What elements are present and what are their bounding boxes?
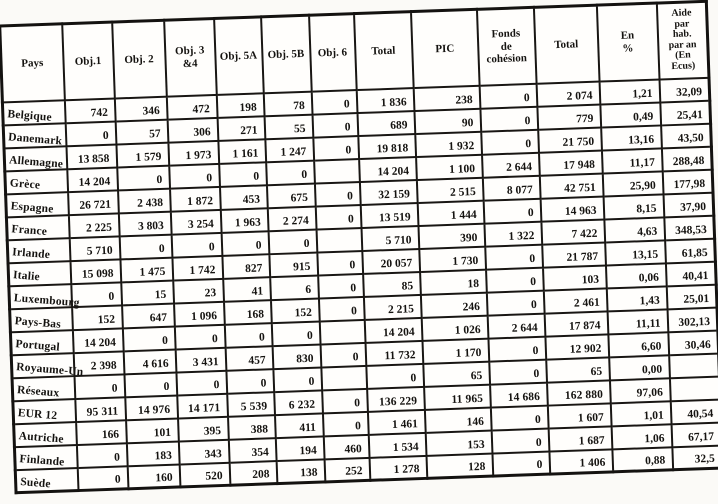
- cell-eur-12-obj5b: 6 232: [274, 390, 323, 415]
- cell-eur-12-total2: 162 880: [547, 380, 611, 405]
- cell-allemagne-obj6: 0: [313, 136, 359, 161]
- country-label: Suède: [19, 475, 52, 491]
- column-header-total2: Total: [533, 5, 599, 83]
- cell-portugal-obj34: 0: [174, 324, 225, 349]
- country-label: EUR 12: [17, 407, 58, 423]
- cell-royaume-un-obj5b: 830: [272, 344, 321, 369]
- cell-r-seaux-fonds: 0: [489, 359, 547, 384]
- cell-luxembourg-pays: [9, 284, 81, 310]
- cell-eur-12-fonds: 14 686: [490, 382, 548, 407]
- cell-finlande-pays: [14, 445, 77, 470]
- cell-gr-ce-pct: 11,17: [601, 148, 662, 173]
- cell-luxembourg-obj2: 15: [121, 280, 174, 305]
- cell-gr-ce-obj6: [314, 159, 360, 184]
- cell-royaume-un-obj1: 2 398: [73, 351, 124, 376]
- cell-espagne-pays: [6, 192, 69, 217]
- cell-italie-obj5b: 915: [269, 252, 318, 277]
- cell-irlande-total1: 5 710: [361, 226, 419, 251]
- country-label: Belgique: [6, 108, 53, 124]
- cell-belgique-obj1: 742: [64, 98, 115, 123]
- cell-italie-pct: 13,15: [605, 240, 666, 265]
- cell-su-de-obj34: 520: [179, 462, 230, 487]
- cell-france-obj6: 0: [315, 205, 361, 230]
- cell-finlande-obj1: 0: [76, 443, 127, 468]
- cell-finlande-aide: 67,17: [671, 422, 718, 447]
- cell-belgique-pic: 238: [413, 85, 480, 110]
- cell-belgique-obj6: 0: [311, 90, 357, 115]
- column-header-total1: Total: [354, 12, 414, 90]
- cell-finlande-pct: 1,06: [611, 424, 672, 449]
- cell-luxembourg-total2: 103: [542, 265, 606, 290]
- cell-irlande-obj5a: 0: [221, 231, 269, 256]
- cell-r-seaux-obj5b: 0: [273, 367, 322, 392]
- cell-pays-bas-aide: 25,01: [666, 284, 717, 309]
- country-label: Grèce: [9, 177, 41, 192]
- column-header-obj5b: Obj. 5B: [261, 15, 312, 93]
- cell-su-de-total1: 1 278: [369, 455, 427, 480]
- cell-belgique-total2: 2 074: [536, 81, 600, 106]
- cell-pays-bas-total1: 2 215: [363, 294, 421, 319]
- cell-france-total2: 14 963: [540, 196, 604, 221]
- country-label: Réseaux: [16, 384, 60, 400]
- cell-royaume-un-aide: 30,46: [668, 330, 718, 355]
- cell-portugal-pic: 1 026: [421, 315, 488, 340]
- column-header-pic: PIC: [410, 9, 479, 87]
- cell-danemark-obj5b: 55: [264, 114, 313, 139]
- cell-finlande-total1: 1 534: [368, 432, 426, 457]
- cell-autriche-pct: 1,01: [610, 401, 671, 426]
- cell-italie-obj1: 15 098: [70, 259, 121, 284]
- cell-r-seaux-pays: [12, 376, 75, 401]
- cell-irlande-pct: 4,63: [604, 217, 665, 242]
- cell-irlande-pic: 390: [418, 223, 485, 248]
- cell-eur-12-total1: 136 229: [367, 386, 425, 411]
- cell-danemark-pct: 0,49: [600, 102, 661, 127]
- cell-allemagne-aide: 43,50: [661, 123, 712, 148]
- cell-italie-obj5a: 827: [222, 254, 270, 279]
- cell-finlande-fonds: 0: [491, 428, 549, 453]
- cell-belgique-obj2: 346: [114, 96, 167, 121]
- cell-luxembourg-pct: 0,06: [605, 263, 666, 288]
- cell-eur-12-obj34: 14 171: [177, 393, 228, 418]
- cell-r-seaux-total2: 65: [546, 357, 610, 382]
- cell-espagne-obj2: 2 438: [118, 188, 171, 213]
- cell-luxembourg-aide: 40,41: [665, 261, 716, 286]
- cell-allemagne-pct: 13,16: [601, 125, 662, 150]
- cell-luxembourg-obj34: 23: [173, 278, 224, 303]
- country-label: Finlande: [19, 453, 65, 469]
- cell-su-de-pct: 0,88: [612, 447, 673, 472]
- cell-allemagne-obj5a: 1 161: [218, 139, 266, 164]
- cell-belgique-obj5a: 198: [216, 93, 264, 118]
- column-header-pays: Pays: [0, 24, 64, 102]
- cell-autriche-aide: 40,54: [670, 399, 718, 424]
- cell-luxembourg-pic: 18: [420, 269, 487, 294]
- cell-allemagne-fonds: 0: [481, 129, 539, 154]
- column-header-obj2: Obj. 2: [112, 20, 167, 98]
- country-label: Autriche: [18, 430, 65, 446]
- cell-finlande-total2: 1 687: [548, 426, 612, 451]
- cell-danemark-obj1: 0: [65, 121, 116, 146]
- cell-allemagne-total1: 19 818: [358, 134, 416, 159]
- cell-allemagne-pic: 1 932: [415, 131, 482, 156]
- cell-pays-bas-obj6: 0: [318, 296, 364, 321]
- cell-r-seaux-obj5a: 0: [226, 369, 274, 394]
- cell-portugal-aide: 302,13: [667, 307, 718, 332]
- cell-allemagne-obj1: 13 858: [66, 144, 117, 169]
- cell-italie-total2: 21 787: [542, 242, 606, 267]
- country-label: Italie: [12, 269, 41, 284]
- cell-autriche-pic: 146: [424, 407, 491, 432]
- cell-danemark-obj2: 57: [115, 119, 168, 144]
- cell-royaume-un-obj34: 3 431: [175, 347, 226, 372]
- cell-autriche-obj2: 101: [126, 418, 179, 443]
- cell-eur-12-aide: [669, 376, 718, 401]
- cell-irlande-obj6: [316, 228, 362, 253]
- country-label: Luxembourg: [13, 292, 81, 310]
- cell-luxembourg-obj6: 0: [318, 273, 364, 298]
- cell-gr-ce-pays: [5, 169, 68, 194]
- cell-r-seaux-pct: 0,00: [609, 355, 670, 380]
- cell-espagne-obj5b: 675: [266, 183, 315, 208]
- cell-danemark-total1: 689: [357, 111, 415, 136]
- cell-finlande-obj34: 343: [178, 439, 229, 464]
- column-header-obj1: Obj.1: [62, 22, 115, 100]
- cell-portugal-pays: [10, 330, 73, 355]
- cell-r-seaux-obj1: 0: [74, 374, 125, 399]
- cell-autriche-total1: 1 461: [367, 409, 425, 434]
- cell-gr-ce-obj34: 0: [169, 163, 220, 188]
- cell-belgique-pays: [2, 100, 65, 125]
- cell-espagne-obj6: 0: [314, 182, 360, 207]
- cell-gr-ce-obj1: 14 204: [67, 167, 118, 192]
- cell-r-seaux-pic: 65: [423, 361, 490, 386]
- country-label: Royaume-Un: [15, 361, 84, 379]
- cell-pays-bas-pays: [10, 307, 73, 332]
- cell-espagne-obj34: 1 872: [170, 186, 221, 211]
- column-header-obj5a: Obj. 5A: [214, 17, 264, 95]
- cell-gr-ce-obj2: 0: [117, 165, 170, 190]
- cell-finlande-obj5a: 354: [228, 438, 276, 463]
- cell-portugal-obj2: 0: [122, 326, 175, 351]
- cell-eur-12-obj1: 95 311: [75, 397, 126, 422]
- cell-eur-12-pays: [13, 399, 76, 424]
- cell-portugal-fonds: 2 644: [487, 313, 545, 338]
- cell-gr-ce-total1: 14 204: [359, 157, 417, 182]
- cell-luxembourg-total1: 85: [363, 271, 421, 296]
- cell-royaume-un-fonds: 0: [488, 336, 546, 361]
- column-header-fonds: Fonds de cohésion: [476, 7, 536, 85]
- cell-italie-total1: 20 057: [362, 249, 420, 274]
- cell-gr-ce-pic: 1 100: [416, 154, 483, 179]
- cell-royaume-un-total1: 11 732: [365, 340, 423, 365]
- country-label: Allemagne: [8, 154, 64, 171]
- cell-france-aide: 37,90: [663, 192, 714, 217]
- cell-pays-bas-obj5a: 168: [223, 300, 271, 325]
- cell-su-de-fonds: 0: [492, 451, 550, 476]
- cell-finlande-pic: 153: [425, 430, 492, 455]
- cell-su-de-obj5b: 138: [276, 459, 325, 484]
- cell-autriche-obj5a: 388: [228, 415, 276, 440]
- cell-eur-12-pic: 11 965: [424, 384, 491, 409]
- cell-su-de-obj1: 0: [77, 466, 128, 491]
- cell-irlande-total2: 7 422: [541, 219, 605, 244]
- cell-irlande-obj34: 0: [171, 232, 222, 257]
- cell-pays-bas-obj1: 152: [72, 305, 123, 330]
- cell-france-pic: 1 444: [417, 200, 484, 225]
- cell-danemark-aide: 25,41: [660, 100, 711, 125]
- cell-royaume-un-total2: 12 902: [545, 334, 609, 359]
- cell-portugal-total1: 14 204: [364, 317, 422, 342]
- cell-italie-pic: 1 730: [419, 246, 486, 271]
- cell-su-de-obj6: 252: [324, 457, 370, 482]
- cell-autriche-pays: [14, 422, 77, 447]
- cell-eur-12-obj2: 14 976: [125, 395, 178, 420]
- cell-pays-bas-total2: 2 461: [543, 288, 607, 313]
- cell-irlande-pays: [7, 238, 70, 263]
- cell-danemark-obj5a: 271: [217, 116, 265, 141]
- cell-espagne-obj5a: 453: [219, 185, 267, 210]
- cell-france-total1: 13 519: [360, 203, 418, 228]
- cell-r-seaux-obj2: 0: [124, 372, 177, 397]
- cell-allemagne-obj5b: 1 247: [265, 137, 314, 162]
- cell-portugal-obj5a: 0: [224, 323, 272, 348]
- cell-france-pct: 8,15: [603, 194, 664, 219]
- cell-belgique-pct: 1,21: [599, 79, 660, 104]
- cell-allemagne-obj2: 1 579: [116, 142, 169, 167]
- cell-italie-fonds: 0: [485, 244, 543, 269]
- cell-r-seaux-obj34: 0: [176, 370, 227, 395]
- cell-espagne-pic: 2 515: [416, 177, 483, 202]
- table-body: [2, 77, 718, 492]
- cell-danemark-pic: 90: [414, 108, 481, 133]
- cell-su-de-pays: [15, 468, 78, 493]
- cell-finlande-obj2: 183: [126, 441, 179, 466]
- cell-pays-bas-obj5b: 152: [270, 298, 319, 323]
- cell-danemark-fonds: 0: [480, 106, 538, 131]
- cell-su-de-obj2: 160: [127, 464, 180, 489]
- column-header-obj34: Obj. 3 &4: [164, 19, 217, 97]
- cell-su-de-obj5a: 208: [229, 461, 277, 486]
- cell-pays-bas-fonds: 0: [486, 290, 544, 315]
- cell-r-seaux-obj6: [321, 365, 367, 390]
- cell-espagne-total2: 42 751: [539, 173, 603, 198]
- cell-italie-obj2: 1 475: [120, 257, 173, 282]
- cell-portugal-pct: 11,11: [607, 309, 668, 334]
- column-header-obj6: Obj. 6: [309, 14, 357, 92]
- cell-danemark-pays: [3, 123, 66, 148]
- cell-france-obj5b: 2 274: [267, 206, 316, 231]
- cell-france-obj2: 3 803: [118, 211, 171, 236]
- cell-autriche-fonds: 0: [490, 405, 548, 430]
- cell-espagne-obj1: 26 721: [68, 190, 119, 215]
- cell-pays-bas-pic: 246: [420, 292, 487, 317]
- cell-gr-ce-fonds: 2 644: [482, 152, 540, 177]
- cell-pays-bas-obj34: 1 096: [174, 301, 225, 326]
- cell-autriche-obj34: 395: [178, 416, 229, 441]
- cell-allemagne-total2: 21 750: [538, 127, 602, 152]
- cell-irlande-obj2: 0: [119, 234, 172, 259]
- cell-espagne-total1: 32 159: [359, 180, 417, 205]
- cell-belgique-total1: 1 836: [356, 88, 414, 113]
- cell-espagne-aide: 177,98: [662, 169, 713, 194]
- cell-france-obj1: 2 225: [68, 213, 119, 238]
- country-label: Espagne: [10, 200, 54, 216]
- cell-royaume-un-obj5a: 457: [225, 346, 273, 371]
- cell-italie-aide: 61,85: [665, 238, 716, 263]
- cell-gr-ce-total2: 17 948: [538, 150, 602, 175]
- cell-autriche-obj6: 0: [322, 411, 368, 436]
- cell-royaume-un-pct: 6,60: [608, 332, 669, 357]
- cell-irlande-fonds: 1 322: [484, 221, 542, 246]
- cell-danemark-obj34: 306: [167, 117, 218, 142]
- cell-portugal-total2: 17 874: [544, 311, 608, 336]
- cell-portugal-obj5b: 0: [271, 321, 320, 346]
- cell-belgique-fonds: 0: [479, 83, 537, 108]
- cell-gr-ce-aide: 288,48: [661, 146, 712, 171]
- cell-portugal-obj6: [319, 319, 365, 344]
- cell-su-de-pic: 128: [426, 453, 493, 478]
- cell-espagne-fonds: 8 077: [482, 175, 540, 200]
- cell-r-seaux-total1: 0: [366, 363, 424, 388]
- cell-belgique-obj5b: 78: [263, 91, 312, 116]
- cell-danemark-total2: 779: [537, 104, 601, 129]
- cell-eur-12-obj5a: 5 539: [227, 392, 275, 417]
- cell-belgique-obj34: 472: [166, 94, 217, 119]
- cell-finlande-obj5b: 194: [275, 436, 324, 461]
- cell-belgique-aide: 32,09: [659, 77, 710, 102]
- cell-r-seaux-aide: [669, 353, 718, 378]
- cell-luxembourg-obj5b: 6: [270, 275, 319, 300]
- cell-su-de-aide: 32,5: [672, 445, 718, 470]
- cell-france-fonds: 0: [483, 198, 541, 223]
- country-label: Irlande: [11, 246, 51, 262]
- cell-autriche-obj1: 166: [76, 420, 127, 445]
- cell-espagne-pct: 25,90: [602, 171, 663, 196]
- cell-luxembourg-obj5a: 41: [223, 277, 271, 302]
- cell-autriche-total2: 1 607: [547, 403, 611, 428]
- cell-gr-ce-obj5b: 0: [266, 160, 315, 185]
- cell-royaume-un-pays: [11, 353, 84, 379]
- cell-pays-bas-pct: 1,43: [606, 286, 667, 311]
- column-header-aide: Aide par hab. par an (En Ecus): [656, 1, 709, 79]
- cell-danemark-obj6: 0: [312, 113, 358, 138]
- cell-su-de-total2: 1 406: [549, 449, 613, 474]
- cell-italie-obj34: 1 742: [172, 255, 223, 280]
- country-label: Portugal: [15, 338, 61, 354]
- cell-finlande-obj6: 460: [323, 434, 369, 459]
- cell-irlande-obj1: 5 710: [69, 236, 120, 261]
- cell-royaume-un-pic: 1 170: [422, 338, 489, 363]
- cell-irlande-obj5b: 0: [268, 229, 317, 254]
- cell-autriche-obj5b: 411: [274, 413, 323, 438]
- cell-france-obj34: 3 254: [170, 209, 221, 234]
- cell-italie-pays: [8, 261, 71, 286]
- cell-royaume-un-obj6: 0: [320, 342, 366, 367]
- cell-eur-12-obj6: 0: [322, 388, 368, 413]
- cell-eur-12-pct: 97,06: [609, 378, 670, 403]
- cell-luxembourg-fonds: 0: [486, 267, 544, 292]
- country-label: Danemark: [7, 131, 63, 148]
- cell-irlande-aide: 348,53: [664, 215, 715, 240]
- cell-allemagne-pays: [4, 146, 67, 171]
- column-header-pct: En %: [596, 3, 659, 81]
- cell-royaume-un-obj2: 4 616: [123, 349, 176, 374]
- cell-allemagne-obj34: 1 973: [168, 140, 219, 165]
- cell-france-pays: [6, 215, 69, 240]
- country-label: Pays-Bas: [14, 315, 62, 331]
- cell-luxembourg-obj1: 0: [71, 282, 122, 307]
- cell-italie-obj6: 0: [317, 250, 363, 275]
- cell-gr-ce-obj5a: 0: [219, 162, 267, 187]
- cell-france-obj5a: 1 963: [220, 208, 268, 233]
- cell-pays-bas-obj2: 647: [122, 303, 175, 328]
- cell-portugal-obj1: 14 204: [72, 328, 123, 353]
- country-label: France: [11, 223, 48, 238]
